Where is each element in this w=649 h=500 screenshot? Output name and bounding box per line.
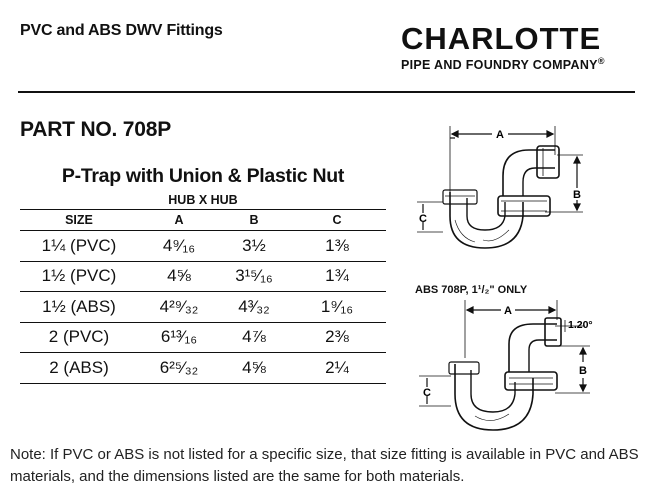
cell-size: 1½ (PVC) bbox=[20, 261, 138, 292]
cell-b: 3¹⁵⁄₁₆ bbox=[220, 261, 288, 292]
header-divider bbox=[18, 91, 635, 93]
abs-p-trap-diagram bbox=[405, 298, 605, 438]
dim-a-label: A bbox=[496, 129, 504, 141]
hub-label: HUB X HUB bbox=[168, 193, 238, 207]
section-title: PVC and ABS DWV Fittings bbox=[20, 22, 223, 39]
cell-b: 3½ bbox=[220, 231, 288, 262]
brand-logo bbox=[401, 21, 633, 73]
abs-dim-a-label: A bbox=[504, 305, 512, 317]
p-trap-diagram bbox=[405, 120, 595, 270]
cell-a: 6²⁵⁄₃₂ bbox=[138, 353, 220, 384]
cell-b: 4⅞ bbox=[220, 322, 288, 353]
registered-mark: ® bbox=[597, 56, 605, 66]
dim-c-label: C bbox=[419, 213, 427, 225]
footer-note: Note: If PVC or ABS is not listed for a specific size, that size fitting is available in PVC and ABS materials, and the dimensions listed are the same for both materials. bbox=[10, 446, 639, 485]
cell-c: 2¼ bbox=[288, 353, 386, 384]
brand-subtitle-line bbox=[401, 56, 633, 72]
header-size: SIZE bbox=[20, 210, 138, 231]
abs-dim-b-label: B bbox=[579, 365, 587, 377]
cell-a: 4⁹⁄₁₆ bbox=[138, 231, 220, 262]
table-row bbox=[20, 292, 386, 323]
header-a: A bbox=[138, 210, 220, 231]
cell-a: 6¹³⁄₁₆ bbox=[138, 322, 220, 353]
brand-subtitle: PIPE AND FOUNDRY COMPANY bbox=[401, 58, 598, 73]
cell-size: 1½ (ABS) bbox=[20, 292, 138, 323]
table-row bbox=[20, 322, 386, 353]
dim-b-label: B bbox=[573, 189, 581, 201]
table-row bbox=[20, 353, 386, 384]
product-title: P-Trap with Union & Plastic Nut bbox=[61, 165, 345, 187]
cell-size: 1¼ (PVC) bbox=[20, 231, 138, 262]
cell-size: 2 (PVC) bbox=[20, 322, 138, 353]
part-number: PART NO. 708P bbox=[20, 118, 172, 141]
abs-angle-label: 1.20° bbox=[568, 319, 593, 331]
dimensions-table bbox=[20, 209, 386, 384]
cell-b: 4⅝ bbox=[220, 353, 288, 384]
table-header-row bbox=[20, 210, 386, 231]
abs-dim-c-label: C bbox=[423, 387, 431, 399]
brand-name: CHARLOTTE bbox=[401, 21, 602, 56]
table-row bbox=[20, 231, 386, 262]
cell-c: 2⅜ bbox=[288, 322, 386, 353]
header-c: C bbox=[288, 210, 386, 231]
table-row bbox=[20, 261, 386, 292]
cell-size: 2 (ABS) bbox=[20, 353, 138, 384]
cell-a: 4⅝ bbox=[138, 261, 220, 292]
cell-a: 4²⁹⁄₃₂ bbox=[138, 292, 220, 323]
abs-diagram-caption: ABS 708P, 1¹/₂" ONLY bbox=[415, 284, 528, 296]
cell-c: 1⅜ bbox=[288, 231, 386, 262]
header-b: B bbox=[220, 210, 288, 231]
cell-c: 1⁹⁄₁₆ bbox=[288, 292, 386, 323]
cell-c: 1¾ bbox=[288, 261, 386, 292]
cell-b: 4³⁄₃₂ bbox=[220, 292, 288, 323]
